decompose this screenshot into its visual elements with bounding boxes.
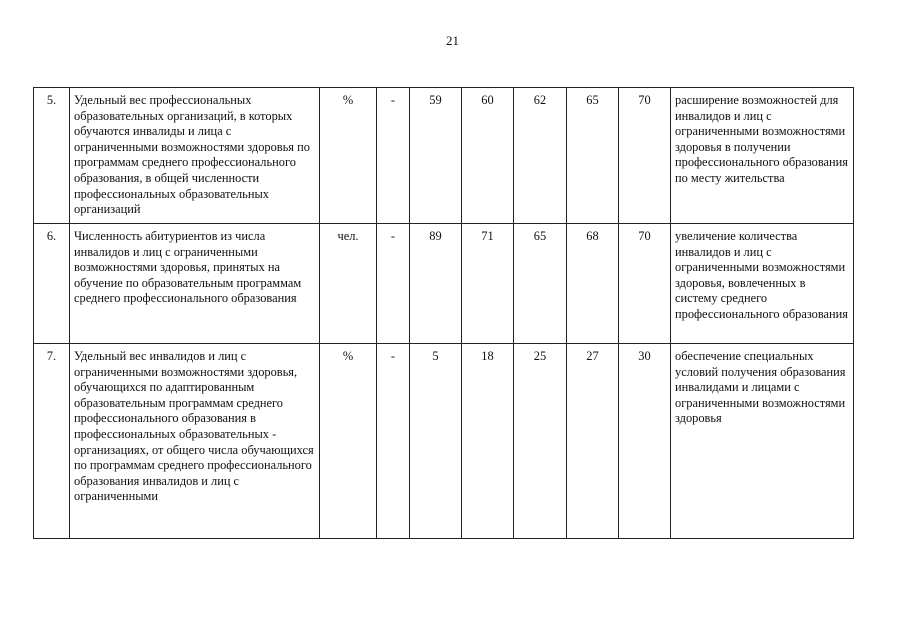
- value-cell: 70: [619, 224, 671, 344]
- value-cell: 70: [619, 88, 671, 224]
- base-value-cell: -: [377, 88, 410, 224]
- row-number: 7.: [34, 344, 70, 539]
- row-number: 6.: [34, 224, 70, 344]
- indicator-name: Удельный вес профессиональных образовательных организаций, в которых обучаются инвалиды и лица с ограниченными возможностями здоровья по программам среднего профессионального образования, в общей численности профессиональных образовательных организаций: [70, 88, 320, 224]
- value-cell: 25: [514, 344, 567, 539]
- value-cell: 27: [567, 344, 619, 539]
- value-cell: 30: [619, 344, 671, 539]
- value-cell: 5: [410, 344, 462, 539]
- indicators-table: [33, 87, 854, 539]
- unit-cell: %: [320, 344, 377, 539]
- table-row: [34, 224, 854, 344]
- base-value-cell: -: [377, 224, 410, 344]
- indicator-name: Численность абитуриентов из числа инвалидов и лиц с ограниченными возможностями здоровья, принятых на обучение по образовательным программам среднего профессионального образования: [70, 224, 320, 344]
- value-cell: 59: [410, 88, 462, 224]
- value-cell: 65: [514, 224, 567, 344]
- value-cell: 71: [462, 224, 514, 344]
- value-cell: 89: [410, 224, 462, 344]
- table-row: [34, 88, 854, 224]
- page-number: 21: [446, 33, 459, 48]
- expected-outcome: расширение возможностей для инвалидов и лиц с ограниченными возможностями здоровья в получении профессионального образования по месту жительства: [671, 88, 854, 224]
- value-cell: 18: [462, 344, 514, 539]
- table-row: [34, 344, 854, 539]
- expected-outcome: увеличение количества инвалидов и лиц с ограниченными возможностями здоровья, вовлеченных в систему среднего профессионального образования: [671, 224, 854, 344]
- unit-cell: чел.: [320, 224, 377, 344]
- value-cell: 65: [567, 88, 619, 224]
- value-cell: 60: [462, 88, 514, 224]
- expected-outcome: обеспечение специальных условий получения образования инвалидами и лицами с ограниченными возможностями здоровья: [671, 344, 854, 539]
- indicator-name: Удельный вес инвалидов и лиц с ограниченными возможностями здоровья, обучающихся по адаптированным образовательным программам среднего профессионального образования в профессиональных образовательных - организациях, от общего числа обучающихся по программам среднего профессионального образования инвалидов и лиц с ограниченными: [70, 344, 320, 539]
- unit-cell: %: [320, 88, 377, 224]
- value-cell: 62: [514, 88, 567, 224]
- value-cell: 68: [567, 224, 619, 344]
- row-number: 5.: [34, 88, 70, 224]
- base-value-cell: -: [377, 344, 410, 539]
